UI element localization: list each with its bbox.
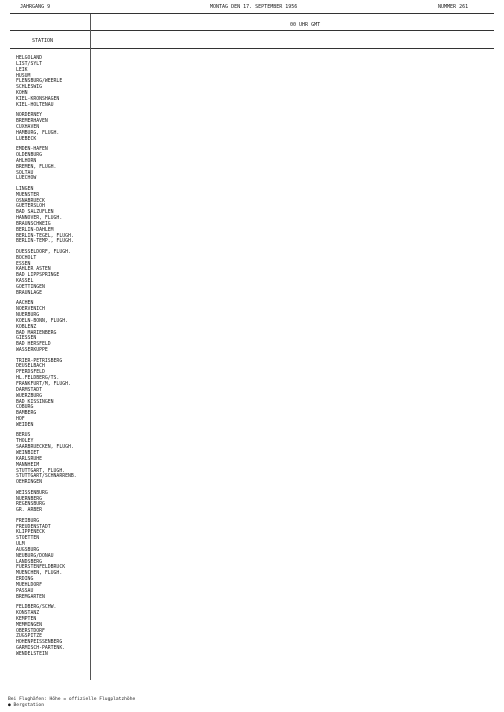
station-name: STUTTGART/SCHNARRENB. — [16, 474, 77, 480]
station-name: LUECHOW — [16, 176, 37, 182]
station-name: FUERSTENFELDBRUCK — [16, 565, 66, 571]
station-name: OSNABRUECK — [16, 198, 45, 204]
station-name: DARMSTADT — [16, 387, 42, 393]
station-name: KOBLENZ — [16, 324, 37, 330]
station-name: BREMEN, FLUGH. — [16, 164, 57, 170]
station-name: WASSERKUPPE — [16, 348, 48, 354]
station-name: BOCHOLT — [16, 255, 37, 261]
station-name: BAMBERG — [16, 411, 37, 417]
station-name: STOETTEN — [16, 536, 40, 542]
station-name: BREMGARTEN — [16, 594, 45, 600]
subheader-rule — [10, 30, 494, 31]
station-name: FREIBURG — [16, 518, 40, 524]
station-name: MUENCHEN, FLUGH. — [16, 571, 63, 577]
station-name: ZUGSPITZE — [16, 634, 42, 640]
volume-label: JAHRGANG 9 — [20, 4, 51, 10]
station-column-divider — [90, 14, 91, 680]
station-name: BERLIN-TEMP., FLUGH. — [16, 239, 74, 245]
station-name: SAARBRUECKEN, FLUGH. — [16, 445, 74, 451]
station-name: GUETERSLOH — [16, 204, 45, 210]
station-name: HUSUM — [16, 73, 31, 79]
station-name: FREUDENSTADT — [16, 524, 51, 530]
station-name: BERLIN-DAHLEM — [16, 227, 54, 233]
station-name: HL.FELDBERG/TS. — [16, 376, 60, 382]
station-name: WEISSENBURG — [16, 490, 48, 496]
station-name: TRIER-PETRISBERG — [16, 358, 63, 364]
station-name: FRANKFURT/M, FLUGH. — [16, 382, 71, 387]
header-bottom-rule — [10, 48, 494, 49]
station-name: THOLEY — [16, 439, 34, 445]
station-name: OLDENBURG — [16, 152, 42, 158]
station-name: BAD HERSFELD — [16, 342, 51, 348]
station-name: HANNOVER, FLUGH. — [16, 216, 63, 221]
footnote-mountain: ● Bergstation — [8, 703, 44, 708]
station-name: BERLIN-TEGEL, FLUGH. — [16, 233, 74, 239]
station-name: KOELN-BONN, FLUGH. — [16, 318, 68, 324]
station-name: NOERVENICH — [16, 307, 45, 313]
station-name: BRAUNLAGE — [16, 290, 42, 296]
station-name: LUEBECK — [16, 136, 37, 142]
station-name: WEIDEN — [16, 422, 34, 428]
station-name: BERUS — [16, 433, 31, 439]
station-name: KIEL-HOLTENAU — [16, 102, 54, 108]
station-name: WENDELSTEIN — [16, 651, 48, 657]
station-name: KAHLER ASTEN — [16, 267, 51, 273]
station-name: KARLSRUHE — [16, 456, 42, 462]
station-name: DEUSELBACH — [16, 364, 45, 370]
station-name: MUENSTER — [16, 192, 40, 198]
station-name: OBERSTDORF — [16, 628, 45, 634]
issue-number: NUMMER 261 — [438, 4, 469, 10]
station-name: HOF — [16, 417, 25, 423]
station-name: HELGOLAND — [16, 56, 42, 61]
station-name: GOETTINGEN — [16, 285, 45, 290]
station-name: DUESSELDORF, FLUGH. — [16, 249, 71, 255]
station-name: KONSTANZ — [16, 611, 40, 616]
station-name: LANDSBERG — [16, 559, 42, 565]
observation-time: 00 UHR GMT — [290, 22, 321, 28]
station-name: GIESSEN — [16, 336, 37, 342]
station-name: REGENSBURG — [16, 502, 45, 508]
station-name: STUTTGART, FLUGH. — [16, 468, 66, 474]
station-name: KEMPTEN — [16, 616, 37, 622]
station-name: BAD MARIENBERG — [16, 330, 57, 336]
station-name: AACHEN — [16, 301, 34, 307]
station-name: FLENSBURG/WEERLE — [16, 79, 63, 85]
station-name: AHLHORN — [16, 158, 37, 164]
station-name: MEMMINGEN — [16, 622, 42, 628]
station-name: CUXHAVEN — [16, 124, 40, 130]
station-name: LINGEN — [16, 186, 34, 192]
station-name: HAMBURG, FLUGH. — [16, 130, 60, 136]
station-name: GARMISCH-PARTENK. — [16, 646, 66, 652]
station-name: COBURG — [16, 405, 34, 411]
station-name: KASSEL — [16, 279, 34, 285]
station-name: HOHENPEISSENBERG — [16, 640, 63, 646]
station-name: WUERZBURG — [16, 393, 42, 399]
station-name: WEINBIET — [16, 450, 40, 456]
station-name: ERDING — [16, 577, 34, 583]
station-name: AUGSBURG — [16, 547, 40, 553]
station-name: KIEL-KRONSHAGEN — [16, 96, 60, 102]
station-name: BRAUNSCHWEIG — [16, 221, 51, 227]
station-name: NUERBURG — [16, 313, 40, 318]
station-name: SOLTAU — [16, 170, 34, 176]
station-name: KOHN — [16, 91, 28, 97]
station-name: PASSAU — [16, 588, 34, 594]
station-name: MUEHLDORF — [16, 583, 42, 588]
station-name: BREMERHAVEN — [16, 119, 48, 125]
station-name: EMDEN-HAFEN — [16, 147, 48, 153]
station-name: BAD LIPPSPRINGE — [16, 273, 60, 279]
station-name: ESSEN — [16, 261, 31, 267]
station-name: NORDERNEY — [16, 113, 42, 119]
station-name: MANNHEIM — [16, 462, 40, 468]
station-name: NEUBURG/DONAU — [16, 553, 54, 559]
station-name: FELDBERG/SCHW. — [16, 605, 57, 611]
station-name: GR. ARBER — [16, 508, 42, 514]
station-name: KLIPPENECK — [16, 530, 45, 536]
station-name: BAD SALZUFLEN — [16, 210, 54, 216]
station-name: SCHLESWIG — [16, 85, 42, 91]
station-name: PFERDSFELD — [16, 370, 45, 376]
station-column-header: STATION — [32, 38, 54, 44]
station-name: LIST/SYLT — [16, 61, 42, 67]
date-label: MONTAG DEN 17. SEPTEMBER 1956 — [210, 4, 298, 10]
station-name: LEIK — [16, 67, 28, 73]
station-name: BAD KISSINGEN — [16, 399, 54, 405]
station-name: NUERNBERG — [16, 496, 42, 502]
top-rule — [10, 13, 494, 14]
station-name: ULM — [16, 542, 25, 547]
footnote-airport: Bei Flughäfen: Höhe = offizielle Flugplatzhöhe — [8, 697, 136, 702]
station-name: OEHRINGEN — [16, 480, 42, 486]
